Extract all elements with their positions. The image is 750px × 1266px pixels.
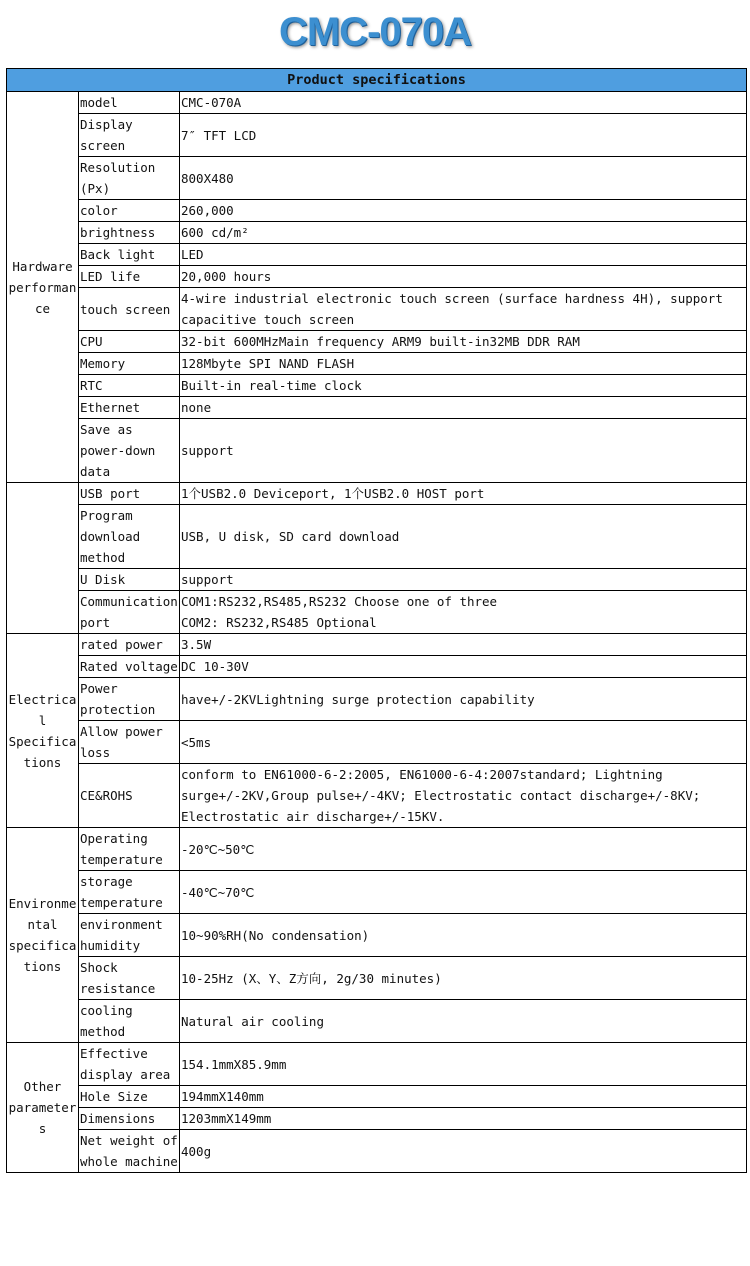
spec-label: Power protection — [79, 678, 180, 721]
table-row — [7, 1130, 747, 1173]
spec-value: 194mmX140mm — [180, 1086, 747, 1108]
table-row — [7, 957, 747, 1000]
table-row — [7, 591, 747, 634]
table-header-row — [7, 69, 747, 92]
spec-label: Communication port — [79, 591, 180, 634]
table-row — [7, 914, 747, 957]
spec-label: Effective display area — [79, 1043, 180, 1086]
spec-value: none — [180, 397, 747, 419]
spec-value: 1个USB2.0 Deviceport, 1个USB2.0 HOST port — [180, 483, 747, 505]
table-header: Product specifications — [7, 69, 747, 92]
spec-value: 600 cd/m² — [180, 222, 747, 244]
table-row — [7, 114, 747, 157]
table-row — [7, 200, 747, 222]
spec-label: color — [79, 200, 180, 222]
spec-value: DC 10-30V — [180, 656, 747, 678]
spec-label: Program download method — [79, 505, 180, 569]
spec-table — [6, 68, 747, 1173]
spec-label: CPU — [79, 331, 180, 353]
spec-value: USB, U disk, SD card download — [180, 505, 747, 569]
spec-label: USB port — [79, 483, 180, 505]
spec-label: rated power — [79, 634, 180, 656]
spec-value: -20℃~50℃ — [180, 828, 747, 871]
spec-label: U Disk — [79, 569, 180, 591]
spec-label: touch screen — [79, 288, 180, 331]
table-row — [7, 397, 747, 419]
table-row — [7, 634, 747, 656]
spec-value: 400g — [180, 1130, 747, 1173]
table-row — [7, 871, 747, 914]
table-row — [7, 505, 747, 569]
spec-label: Ethernet — [79, 397, 180, 419]
spec-label: Save as power-down data — [79, 419, 180, 483]
spec-label: Resolution (Px) — [79, 157, 180, 200]
spec-label: Hole Size — [79, 1086, 180, 1108]
spec-value: 128Mbyte SPI NAND FLASH — [180, 353, 747, 375]
spec-value: 154.1mmX85.9mm — [180, 1043, 747, 1086]
spec-value: 260,000 — [180, 200, 747, 222]
spec-value: have+/-2KVLightning surge protection capability — [180, 678, 747, 721]
section-label: Hardware performance — [7, 92, 79, 483]
section-label: Electrical Specifications — [7, 634, 79, 828]
spec-value: 1203mmX149mm — [180, 1108, 747, 1130]
table-row — [7, 375, 747, 397]
spec-label: Allow power loss — [79, 721, 180, 764]
table-row — [7, 721, 747, 764]
spec-value: conform to EN61000-6-2:2005, EN61000-6-4:2007standard; Lightning surge+/-2KV,Group pulse+/-4KV; Electrostatic contact discharge+/-8KV; Electrostatic air discharge+/-15KV. — [180, 764, 747, 828]
spec-label: Net weight of whole machine — [79, 1130, 180, 1173]
spec-label: model — [79, 92, 180, 114]
table-row — [7, 266, 747, 288]
section-label: Environmental specifications — [7, 828, 79, 1043]
spec-label: storage temperature — [79, 871, 180, 914]
table-row — [7, 828, 747, 871]
spec-value: 7″ TFT LCD — [180, 114, 747, 157]
table-row — [7, 764, 747, 828]
table-row — [7, 222, 747, 244]
spec-value: COM1:RS232,RS485,RS232 Choose one of three COM2: RS232,RS485 Optional — [180, 591, 747, 634]
table-row — [7, 1086, 747, 1108]
spec-label: LED life — [79, 266, 180, 288]
table-row — [7, 483, 747, 505]
section-label: Other parameters — [7, 1043, 79, 1173]
spec-value: 32-bit 600MHzMain frequency ARM9 built-in32MB DDR RAM — [180, 331, 747, 353]
spec-value: Built-in real-time clock — [180, 375, 747, 397]
section-label — [7, 483, 79, 634]
spec-value: -40℃~70℃ — [180, 871, 747, 914]
table-row — [7, 419, 747, 483]
spec-label: brightness — [79, 222, 180, 244]
table-row — [7, 157, 747, 200]
spec-value: 10~90%RH(No condensation) — [180, 914, 747, 957]
spec-value: CMC-070A — [180, 92, 747, 114]
spec-label: Rated voltage — [79, 656, 180, 678]
table-row — [7, 244, 747, 266]
spec-value: 3.5W — [180, 634, 747, 656]
spec-label: Shock resistance — [79, 957, 180, 1000]
table-row — [7, 1000, 747, 1043]
table-row — [7, 353, 747, 375]
table-row — [7, 656, 747, 678]
spec-value: 800X480 — [180, 157, 747, 200]
spec-value: LED — [180, 244, 747, 266]
table-row — [7, 92, 747, 114]
spec-label: Display screen — [79, 114, 180, 157]
spec-label: RTC — [79, 375, 180, 397]
spec-value: 20,000 hours — [180, 266, 747, 288]
spec-value: 10-25Hz (X、Y、Z方向, 2g/30 minutes) — [180, 957, 747, 1000]
spec-label: environment humidity — [79, 914, 180, 957]
spec-value: 4-wire industrial electronic touch screen (surface hardness 4H), support capacitive touch screen — [180, 288, 747, 331]
spec-label: Dimensions — [79, 1108, 180, 1130]
table-row — [7, 678, 747, 721]
page-title: CMC-070A — [278, 10, 472, 54]
spec-value: Natural air cooling — [180, 1000, 747, 1043]
table-row — [7, 569, 747, 591]
spec-label: Memory — [79, 353, 180, 375]
spec-value: support — [180, 419, 747, 483]
table-row — [7, 288, 747, 331]
table-row — [7, 1043, 747, 1086]
table-row — [7, 1108, 747, 1130]
spec-value: <5ms — [180, 721, 747, 764]
spec-label: Operating temperature — [79, 828, 180, 871]
spec-value: support — [180, 569, 747, 591]
table-row — [7, 331, 747, 353]
spec-label: CE&ROHS — [79, 764, 180, 828]
spec-label: Back light — [79, 244, 180, 266]
spec-label: cooling method — [79, 1000, 180, 1043]
